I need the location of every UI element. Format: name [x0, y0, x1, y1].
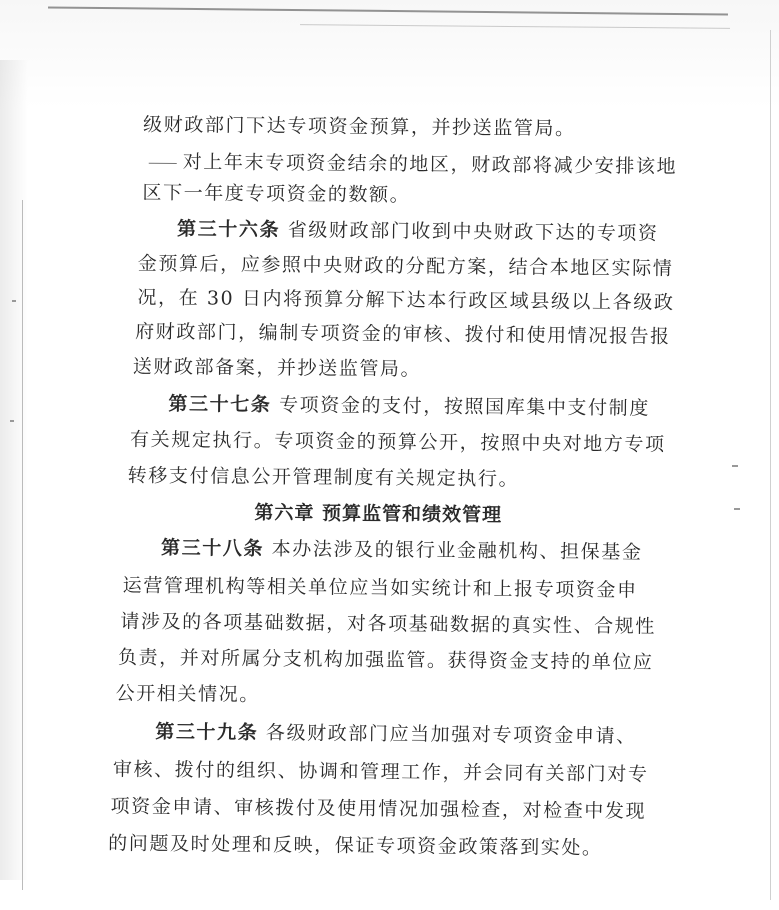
- chapter-heading: 第六章 预算监管和绩效管理: [254, 501, 503, 527]
- article-36-first-line: [177, 217, 659, 246]
- text-line: 转移支付信息公开管理制度有关规定执行。: [127, 464, 520, 491]
- article-number: 第三十八条: [160, 536, 265, 560]
- text-line: 公开相关情况。: [115, 682, 260, 706]
- paragraph-line: [149, 150, 678, 179]
- article-37-first-line: [168, 392, 650, 421]
- text-line: 的问题及时处理和反映，保证专项资金政策落到实处。: [108, 832, 603, 860]
- text-line: 各级财政部门应当加强对专项资金申请、: [265, 721, 637, 748]
- text-line: 况，在 30 日内将预算分解下达本行政区域县级以上各级政: [137, 286, 675, 314]
- text-line: 对上年末专项资金结余的地区，财政部将减少安排该地: [182, 151, 678, 178]
- text-line: 运营管理机构等相关单位应当如实统计和上报专项资金申: [122, 574, 638, 602]
- text-line: 金预算后，应参照中央财政的分配方案，结合本地区实际情: [137, 252, 674, 280]
- text-line: 本办法涉及的银行业金融机构、担保基金: [271, 537, 643, 564]
- text-line: 请涉及的各项基础数据，对各项基础数据的真实性、合规性: [120, 610, 657, 638]
- text-line: 省级财政部门收到中央财政下达的专项资: [287, 219, 659, 245]
- text-line: 级财政部门下达专项资金预算，并抄送监管局。: [143, 113, 576, 140]
- article-number: 第三十九条: [155, 720, 259, 744]
- text-line: 区下一年度专项资金的数额。: [142, 181, 411, 207]
- article-number: 第三十六条: [177, 218, 281, 242]
- text-line: 送财政部备案，并抄送监管局。: [132, 355, 422, 381]
- text-line: 项资金申请、审核拨付及使用情况加强检查，对检查中发现: [110, 795, 647, 823]
- text-line: 负责，并对所属分支机构加强监管。获得资金支持的单位应: [117, 646, 654, 674]
- text-line: 专项资金的支付，按照国库集中支付制度: [278, 394, 650, 420]
- text-line: 有关规定执行。专项资金的预算公开，按照中央对地方专项: [129, 428, 666, 456]
- margin-dash: [149, 162, 177, 163]
- article-39-first-line: [155, 720, 637, 749]
- article-38-first-line: [161, 536, 643, 565]
- text-line: 府财政部门，编制专项资金的审核、拨付和使用情况报告报: [135, 320, 671, 348]
- text-line: 审核、拨付的组织、协调和管理工作，并会同有关部门对专: [112, 758, 649, 786]
- article-number: 第三十七条: [168, 392, 272, 416]
